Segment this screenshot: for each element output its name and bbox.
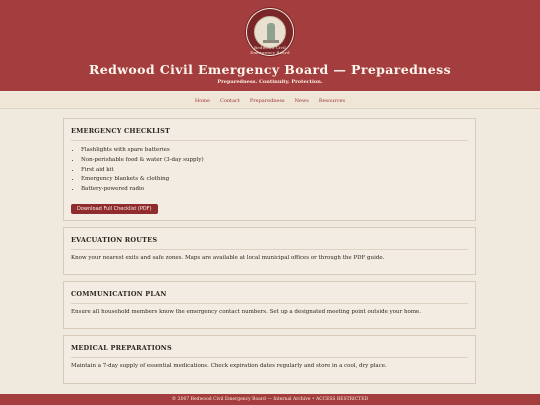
section-heading: EMERGENCY CHECKLIST <box>71 127 171 135</box>
nav-preparedness[interactable]: Preparedness <box>249 97 285 104</box>
divider <box>71 140 468 141</box>
nav-home[interactable]: Home <box>194 97 210 104</box>
section-heading: EVACUATION ROUTES <box>71 236 158 244</box>
list-item: • Battery-powered radio <box>81 185 204 195</box>
list-item: • First aid kit <box>81 166 204 176</box>
site-tagline: Preparedness. Continuity. Protection. <box>217 79 323 85</box>
list-item: • Non-perishable food & water (3-day supply) <box>81 156 204 166</box>
divider <box>71 249 468 250</box>
download-checklist-button[interactable]: Download Full Checklist (PDF) <box>71 204 158 214</box>
site-header <box>0 0 540 91</box>
section-heading: COMMUNICATION PLAN <box>71 290 167 298</box>
emergency-checklist-card <box>63 118 476 221</box>
section-heading: MEDICAL PREPARATIONS <box>71 344 172 352</box>
site-footer: © 2007 Redwood Civil Emergency Board — Internal Archive • ACCESS RESTRICTED <box>0 394 540 405</box>
site-title: Redwood Civil Emergency Board — Preparedness <box>88 62 452 77</box>
section-text: Know your nearest exits and safe zones. Maps are available at local municipal offices or through the PDF guide. <box>71 255 385 261</box>
list-item: • Flashlights with spare batteries <box>81 146 204 156</box>
communication-plan-card <box>63 281 476 329</box>
divider <box>71 303 468 304</box>
nav-contact[interactable]: Contact <box>220 97 240 104</box>
tower-base-icon <box>263 40 279 43</box>
section-text: Ensure all household members know the emergency contact numbers. Set up a designated meeting point outside your home. <box>71 309 422 315</box>
seal-text: Redwood Civil Emergency Board <box>250 45 290 55</box>
section-text: Maintain a 7-day supply of essential medications. Check expiration dates regularly and store in a cool, dry place. <box>71 363 387 369</box>
divider <box>71 357 468 358</box>
list-item: • Emergency blankets & clothing <box>81 175 204 185</box>
medical-preparations-card <box>63 335 476 384</box>
checklist-list <box>64 146 204 195</box>
board-seal-logo <box>247 9 293 55</box>
nav-resources[interactable]: Resources <box>318 97 346 104</box>
seal-emblem <box>254 16 286 48</box>
nav-news[interactable]: News <box>294 97 309 104</box>
main-nav <box>0 93 540 109</box>
evacuation-routes-card <box>63 227 476 275</box>
